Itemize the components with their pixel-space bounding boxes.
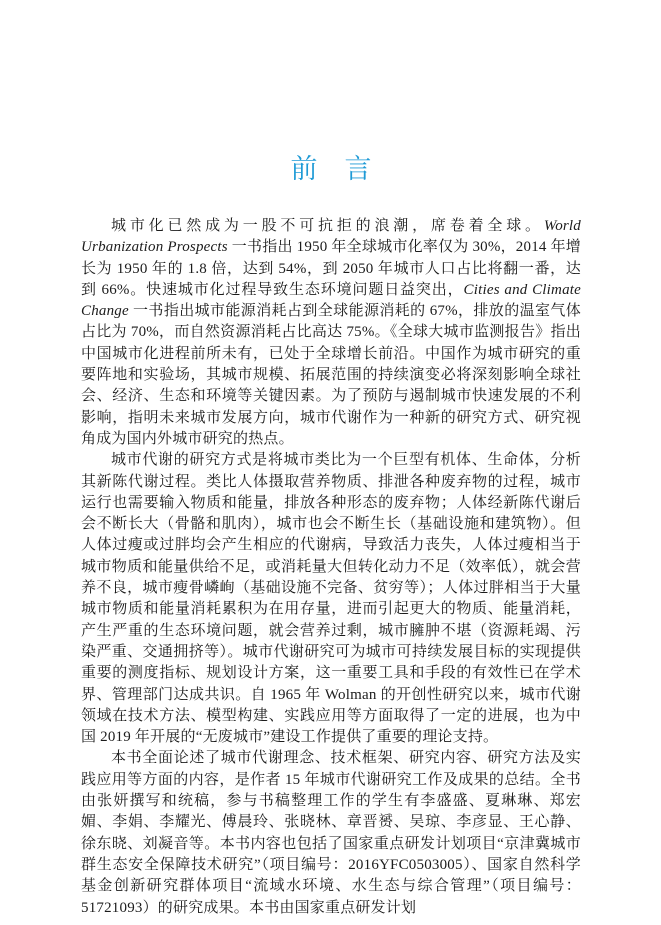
body-text xyxy=(81,216,581,919)
paragraph xyxy=(81,450,581,748)
book-title-italic-run: Cities and Climate Change xyxy=(81,281,581,320)
text-run: 一书指出城市能源消耗占到全球能源消耗的 67%，排放的温室气体占比为 70%，而自然资源消耗占比高达 75%。《全球大城市监测报告》指出中国城市化进程前所未有，已处于全球增长前沿。中国作为城市研究的重要阵地和实验场，其城市规模、拓展范围的持续演变必将深刻影响全球社会、经济、生态和环境等关键因素。为了预防与遏制城市快速发展的不利影响，指明未来城市发展方向，城市代谢作为一种新的研究方式、研究视角成为国内外城市研究的热点。 xyxy=(81,303,581,447)
text-run: 城市代谢的研究方式是将城市类比为一个巨型有机体、生命体，分析其新陈代谢过程。类比人体摄取营养物质、排泄各种废弃物的过程，城市运行也需要输入物质和能量，排放各种形态的废弃物；人体经新陈代谢后会不断长大（骨骼和肌肉），城市也会不断生长（基础设施和建筑物）。但人体过瘦或过胖均会产生相应的代谢病，导致活力丧失，人体过瘦相当于城市物质和能量供给不足，或消耗量大但转化动力不足（效率低），就会营养不良，城市瘦骨嶙峋（基础设施不完备、贫穷等）；人体过胖相当于大量城市物质和能量消耗累积为在用存量，进而引起更大的物质、能量消耗，产生严重的生态环境问题，就会营养过剩，城市臃肿不堪（资源耗竭、污染严重、交通拥挤等）。城市代谢研究可为城市可持续发展目标的实现提供重要的测度指标、规划设计方案，这一重要工具和手段的有效性已在学术界、管理部门达成共识。自 1965 年 Wolman 的开创性研究以来，城市代谢领域在技术方法、模型构建、实践应用等方面取得了一定的进展，也为中国 2019 年开展的“无废城市”建设工作提供了重要的理论支持。 xyxy=(81,452,581,746)
text-run: 本书全面论述了城市代谢理念、技术框架、研究内容、研究方法及实践应用等方面的内容，是作者 15 年城市代谢研究工作及成果的总结。全书由张妍撰写和统稿，参与书稿整理工作的学生有李盛盛、夏琳琳、郑宏媚、李娟、李耀光、傅晨玲、张晓林、章晋赟、吴琼、李彦显、王心静、徐东晓、刘凝音等。本书内容也包括了国家重点研发计划项目“京津冀城市群生态安全保障技术研究”（项目编号：2016YFC0503005）、国家自然科学基金创新研究群体项目“流域水环境、水生态与综合管理”（项目编号：51721093）的研究成果。本书由国家重点研发计划 xyxy=(81,750,581,916)
text-run: 城市化已然成为一股不可抗拒的浪潮，席卷着全球。 xyxy=(111,218,544,234)
paragraph xyxy=(81,748,581,918)
paragraph xyxy=(81,216,581,450)
page-title: 前 言 xyxy=(290,154,372,184)
book-title-italic-run: World Urbanization Prospects xyxy=(81,218,581,256)
text-run: 一书指出 1950 年全球城市化率仅为 30%，2014 年增长为 1950 年的 1.8 倍，达到 54%，到 2050 年城市人口占比将翻一番，达到 66%。快速城市化过程导致生态环境问题日益突出， xyxy=(81,239,581,298)
